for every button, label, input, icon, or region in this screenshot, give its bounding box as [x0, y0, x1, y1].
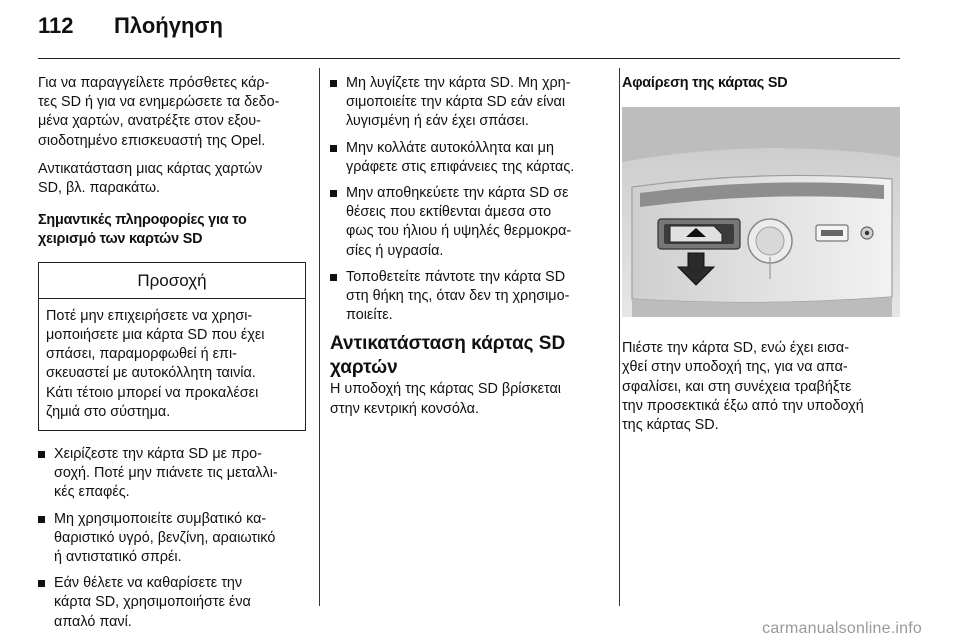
handling-list-continued: [330, 74, 610, 325]
sd-handling-subheading: Σημαντικές πληροφορίες για το χειρισμό των καρτών SD: [38, 212, 247, 248]
list-item: Μη λυγίζετε την κάρτα SD. Μη χρη- σιμοποιείτε την κάρτα SD εάν είναι λυγισμένη ή εάν έχει σπάσει.: [330, 74, 610, 132]
list-item: Μη χρησιμοποιείτε συμβατικό κα- θαριστικό υγρό, βενζίνη, αραιωτικό ή αντιστατικό σπρέι.: [38, 510, 306, 568]
column-divider-left: [319, 68, 320, 606]
list-item: Εάν θέλετε να καθαρίσετε την κάρτα SD, χρησιμοποιήστε ένα απαλό πανί.: [38, 574, 306, 632]
header-rule: [38, 58, 900, 59]
removal-instructions: Πιέστε την κάρτα SD, ενώ έχει εισα- χθεί στην υποδοχή της, για να απα- σφαλίσει, και στη συνέχεια τραβήξτε την προσεκτικά έξω από την υποδοχή της κάρτας SD.: [622, 340, 864, 434]
sd-slot-illustration: [622, 107, 900, 317]
console-drawing: [622, 107, 900, 317]
watermark: carmanualsonline.info: [762, 620, 922, 637]
column-1: [38, 74, 306, 639]
list-item: Χειρίζεστε την κάρτα SD με προ- σοχή. Ποτέ μην πιάνετε τις μεταλλι- κές επαφές.: [38, 445, 306, 503]
caution-box: [38, 262, 306, 431]
column-divider-right: [619, 68, 620, 606]
caution-title: Προσοχή: [39, 263, 305, 299]
column-3: [622, 74, 904, 435]
list-item: Τοποθετείτε πάντοτε την κάρτα SD στη θήκη της, όταν δεν τη χρησιμο- ποιείτε.: [330, 268, 610, 326]
intro-paragraph: Για να παραγγείλετε πρόσθετες κάρ- τες SD ή για να ενημερώσετε τα δεδο- μένα χαρτών, ανατρέξτε στον εξου- σιοδοτημένο επισκευαστή της Opel.: [38, 75, 280, 149]
section-heading: Αντικατάσταση κάρτας SD χαρτών: [330, 333, 566, 379]
replacement-reference: Αντικατάσταση μιας κάρτας χαρτών SD, βλ. παρακάτω.: [38, 160, 263, 197]
section-text: Η υποδοχή της κάρτας SD βρίσκεται στην κεντρική κονσόλα.: [330, 381, 561, 417]
list-item: Μην κολλάτε αυτοκόλλητα και μη γράφετε στις επιφάνειες της κάρτας.: [330, 139, 610, 177]
page-number: 112: [38, 13, 74, 38]
page-title: Πλοήγηση: [114, 13, 223, 38]
list-item: Μην αποθηκεύετε την κάρτα SD σε θέσεις που εκτίθενται άμεσα στο φως του ήλιου ή υψηλές θερμοκρα- σίες ή υγρασία.: [330, 184, 610, 261]
column-2: [330, 74, 610, 419]
handling-list: [38, 445, 306, 632]
caution-body: Ποτέ μην επιχειρήσετε να χρησι- μοποιήσετε μια κάρτα SD που έχει σπάσει, παραμορφωθεί ή επι- σκευαστεί με αυτοκόλλητη ταινία. Κάτι τέτοιο μπορεί να προκαλέσει ζημιά στο σύστημα.: [46, 307, 265, 420]
removal-subheading: Αφαίρεση της κάρτας SD: [622, 75, 788, 91]
